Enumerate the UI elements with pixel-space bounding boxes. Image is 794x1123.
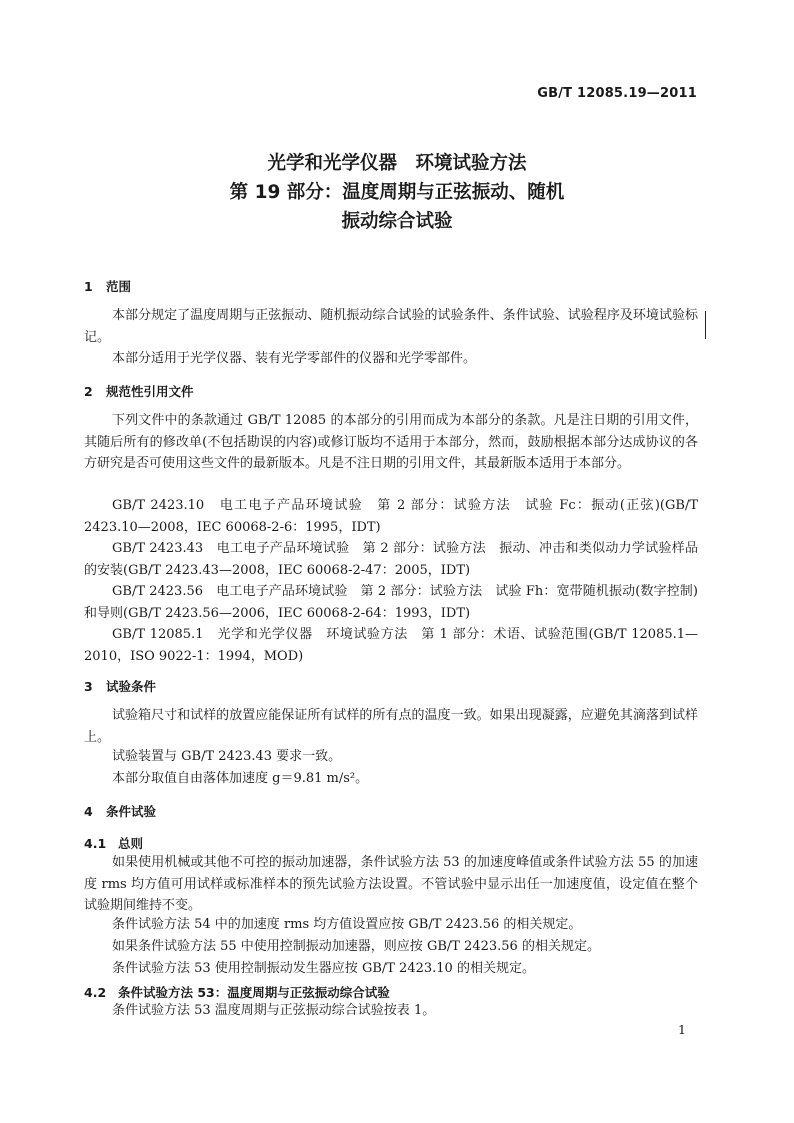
section-4-heading (84, 802, 156, 820)
section-title: 条件试验 (106, 804, 157, 819)
section-1-heading (84, 277, 131, 295)
document-title-line-1: 光学和光学仪器 环境试验方法 (267, 153, 527, 174)
subsection-title: 总则 (118, 836, 144, 851)
paragraph: 条件试验方法 54 中的加速度 rms 均方值设置应按 GB/T 2423.56 的相关规定。 (112, 917, 582, 932)
section-title: 规范性引用文件 (106, 384, 194, 399)
subsection-title: 条件试验方法 53：温度周期与正弦振动综合试验 (118, 985, 390, 1000)
subsection-4-2-heading (84, 983, 390, 1001)
section-title: 范围 (106, 279, 132, 294)
document-title-line-2: 第 19 部分：温度周期与正弦振动、随机 (229, 182, 565, 203)
page-number: 1 (678, 1022, 686, 1037)
reference-item: GB/T 12085.1 光学和光学仪器 环境试验方法 第 1 部分：术语、试验范围(GB/T 12085.1—2010，ISO 9022-1：1994，MOD) (84, 627, 698, 664)
paragraph: 条件试验方法 53 使用控制振动发生器应按 GB/T 2423.10 的相关规定。 (112, 961, 535, 976)
section-number: 1 (84, 279, 93, 294)
reference-item: GB/T 2423.10 电工电子产品环境试验 第 2 部分：试验方法 试验 Fc：振动(正弦)(GB/T 2423.10—2008，IEC 60068-2-6：1995，IDT) (84, 498, 698, 535)
reference-item: GB/T 2423.43 电工电子产品环境试验 第 2 部分：试验方法 振动、冲击和类似动力学试验样品的安装(GB/T 2423.43—2008，IEC 60068-2-47：2005，IDT) (84, 541, 698, 578)
subsection-4-1-heading (84, 834, 143, 852)
section-title: 试验条件 (106, 679, 157, 694)
document-title-line-3: 振动综合试验 (341, 211, 453, 232)
paragraph: 条件试验方法 53 温度周期与正弦振动综合试验按表 1。 (112, 1003, 436, 1018)
section-3-heading (84, 677, 156, 695)
paragraph: 如果条件试验方法 55 中使用控制振动加速器，则应按 GB/T 2423.56 的相关规定。 (112, 939, 600, 954)
paragraph: 本部分规定了温度周期与正弦振动、随机振动综合试验的试验条件、条件试验、试验程序及环境试验标记。 (84, 308, 698, 345)
paragraph: 本部分适用于光学仪器、装有光学零部件的仪器和光学零部件。 (112, 351, 477, 366)
change-bar (705, 311, 706, 339)
paragraph: 试验箱尺寸和试样的放置应能保证所有试样的所有点的温度一致。如果出现凝露，应避免其滴落到试样上。 (84, 708, 698, 745)
subsection-number: 4.1 (84, 836, 107, 851)
section-2-heading (84, 382, 194, 400)
paragraph: 如果使用机械或其他不可控的振动加速器，条件试验方法 53 的加速度峰值或条件试验方法 55 的加速度 rms 均方值可用试样或标准样本的预先试验方法设置。不管试验中显示出任一加速度值，设定值在整个试验期间维持不变。 (84, 855, 698, 913)
section-number: 4 (84, 804, 93, 819)
paragraph: 试验装置与 GB/T 2423.43 要求一致。 (112, 749, 342, 764)
subsection-number: 4.2 (84, 985, 107, 1000)
reference-item: GB/T 2423.56 电工电子产品环境试验 第 2 部分：试验方法 试验 Fh：宽带随机振动(数字控制)和导则(GB/T 2423.56—2006，IEC 60068-2-64：1993，IDT) (84, 584, 698, 621)
section-number: 2 (84, 384, 93, 399)
paragraph: 本部分取值自由落体加速度 g＝9.81 m/s²。 (112, 771, 369, 786)
paragraph: 下列文件中的条款通过 GB/T 12085 的本部分的引用而成为本部分的条款。凡是注日期的引用文件，其随后所有的修改单(不包括勘误的内容)或修订版均不适用于本部分，然而，鼓励根据本部分达成协议的各方研究是否可使用这些文件的最新版本。凡是不注日期的引用文件，其最新版本适用于本部分。 (84, 413, 698, 471)
standard-number: GB/T 12085.19—2011 (537, 86, 697, 101)
section-number: 3 (84, 679, 93, 694)
